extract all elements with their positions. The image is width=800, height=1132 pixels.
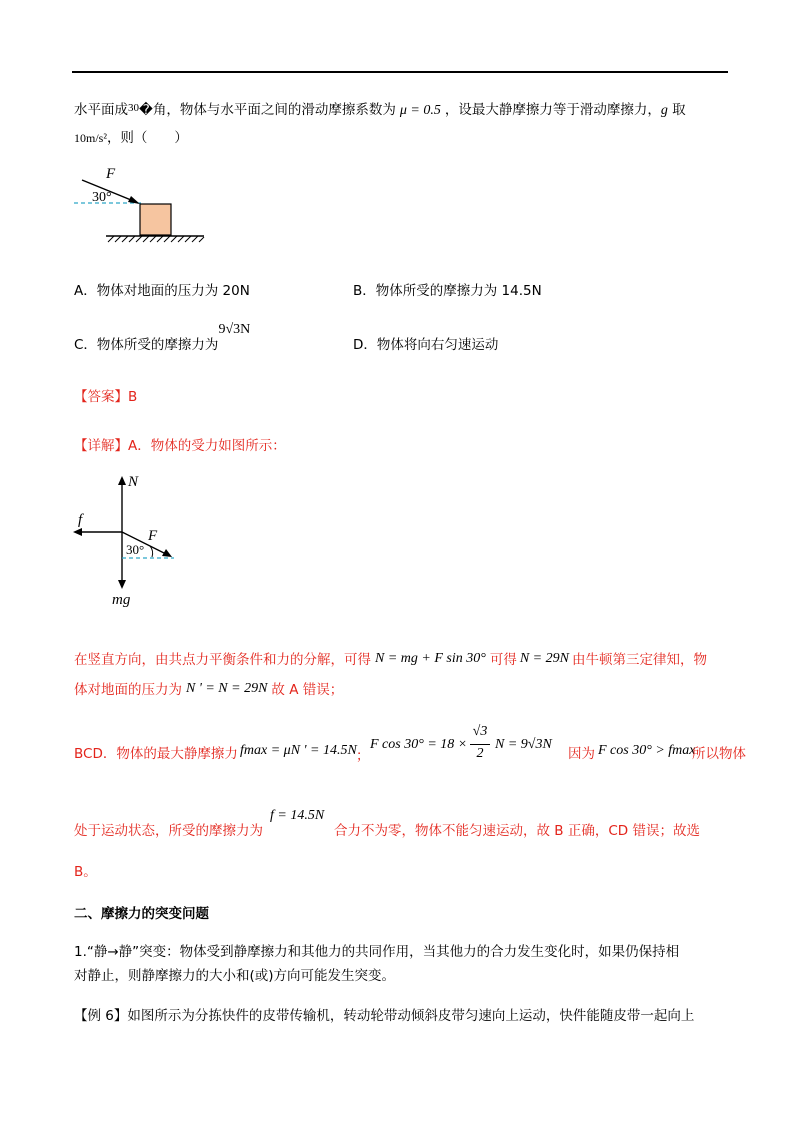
force-diagram-figure (68, 470, 188, 610)
intro-text-e: ，则（ ） (106, 130, 188, 146)
solution-text: 在竖直方向，由共点力平衡条件和力的分解，可得 (74, 652, 371, 668)
example-6-line: 【例 6】如图所示为分拣快件的皮带传输机，转动轮带动倾斜皮带匀速向上运动，快件能随皮带一起向上 (74, 1008, 695, 1024)
solution-text: 由牛顿第三定律知，物 (571, 652, 707, 668)
intro-text-a: 水平面成 (74, 102, 128, 118)
solution-line2 (74, 680, 343, 701)
angle-30-label: 30° (92, 190, 112, 205)
normal-force-arrowhead (118, 476, 126, 485)
solution-text: 故 A 错误； (271, 682, 344, 698)
option-a: A．物体对地面的压力为 20N (74, 283, 250, 299)
section-heading: 二、摩擦力的突变问题 (74, 906, 209, 922)
equation-normal-force: N = mg + F sin 30° (375, 651, 486, 666)
force-f-arrowhead (128, 196, 140, 204)
section-item-line: 对静止，则静摩擦力的大小和(或)方向可能发生突变。 (74, 968, 396, 984)
equation-horizontal-component: F cos 30° = 18 × (370, 737, 468, 752)
option-b: B．物体所受的摩擦力为 14.5N (353, 283, 542, 299)
detail-intro: 【详解】A．物体的受力如图所示： (74, 438, 286, 454)
option-c (74, 322, 251, 356)
equation-horizontal-value: N = 9√3N (495, 737, 552, 752)
gravity-label: mg (112, 592, 131, 608)
normal-force-label: N (128, 474, 139, 490)
friction-force-arrowhead (73, 528, 82, 536)
solution-text: BCD．物体的最大静摩擦力 (74, 746, 238, 762)
answer-line: 【答案】B (74, 389, 138, 405)
gravity-arrowhead (118, 580, 126, 589)
angle-30-label: 30° (126, 542, 145, 557)
g-symbol: g (660, 103, 668, 118)
mu-expression: μ = 0.5 (399, 103, 441, 118)
solution-text: 因为 (568, 746, 595, 762)
unknown-glyph: � (139, 102, 153, 118)
ground-hatching (108, 236, 204, 242)
force-f-label: F (106, 166, 116, 182)
equation-pressure: N ' = N = 29N (186, 681, 268, 696)
intro-text-b: 角，物体与水平面之间的滑动摩擦系数为 (152, 102, 396, 118)
problem-intro-line2 (74, 128, 188, 148)
solution-conclusion: B。 (74, 864, 97, 880)
g-value: 10m/s² (74, 131, 107, 145)
equation-comparison: F cos 30° > fmax (598, 743, 696, 758)
fraction-denominator: 2 (476, 746, 484, 761)
option-c-math: 9√3N (218, 322, 251, 337)
fraction-numerator: √3 (472, 724, 488, 739)
intro-text-d: 取 (667, 102, 686, 118)
friction-force-label: f (78, 512, 83, 528)
solution-text: 可得 (489, 652, 517, 668)
solution-line3 (74, 744, 238, 764)
angle-value: 30 (128, 102, 139, 114)
equation-friction-value: f = 14.5N (270, 808, 325, 823)
solution-text: 体对地面的压力为 (74, 682, 182, 698)
section-item-line: 1.“静→静”突变：物体受到静摩擦力和其他力的共同作用，当其他力的合力发生变化时，如果仍保持相 (74, 944, 680, 960)
block-on-ground-figure (70, 162, 220, 244)
equation-n-value: N = 29N (519, 651, 569, 666)
separator: ； (356, 748, 370, 764)
problem-intro-line1 (74, 98, 686, 121)
solution-text: 处于运动状态，所受的摩擦力为 (74, 823, 263, 839)
solution-text: 所以物体 (692, 746, 746, 762)
option-d: D．物体将向右匀速运动 (353, 337, 499, 353)
block (140, 204, 171, 235)
header-rule (72, 71, 728, 73)
equation-max-static-friction: fmax = μN ' = 14.5N (240, 743, 357, 758)
applied-force-label: F (148, 528, 158, 544)
option-c-text: C．物体所受的摩擦力为 (74, 337, 219, 353)
intro-text-c: ，设最大静摩擦力等于滑动摩擦力， (444, 102, 661, 118)
solution-line1 (74, 650, 707, 671)
solution-text: 合力不为零，物体不能匀速运动，故 B 正确，CD 错误；故选 (334, 823, 700, 839)
